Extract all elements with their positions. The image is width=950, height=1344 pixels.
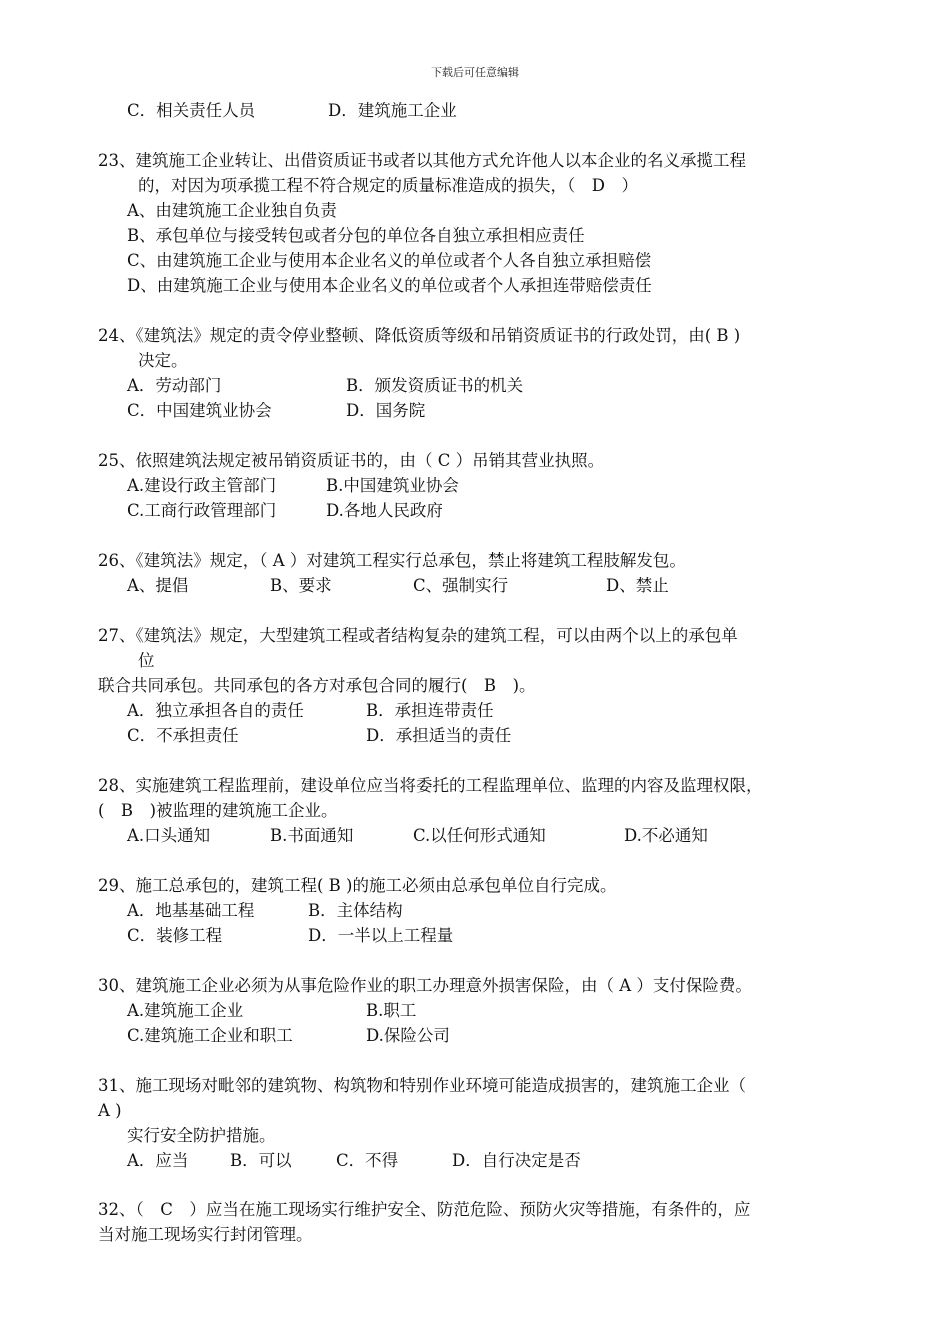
option-b: B、要求 [270,576,332,595]
option-a: A.建设行政主管部门 [127,476,277,495]
question-24-cont: 决定。 [138,351,188,370]
option-d: D．一半以上工程量 [308,926,454,945]
question-29: 29、施工总承包的，建筑工程( B )的施工必须由总承包单位自行完成。 [98,876,617,895]
question-32: 32、（ C ）应当在施工现场实行维护安全、防范危险、预防火灾等措施，有条件的，应 [98,1200,751,1219]
option-b: B．承担连带责任 [366,701,494,720]
question-31-cont2: 实行安全防护措施。 [127,1126,276,1145]
option-c: C.以任何形式通知 [413,826,546,845]
option-c: C.工商行政管理部门 [127,501,277,520]
question-28: 28、实施建筑工程监理前，建设单位应当将委托的工程监理单位、监理的内容及监理权限， [98,776,763,795]
option-b: B．颁发资质证书的机关 [346,376,524,395]
option-a: A.口头通知 [127,826,211,845]
option-a: A．应当 [127,1151,189,1170]
option-b: B．主体结构 [308,901,403,920]
option-c: C.建筑施工企业和职工 [127,1026,293,1045]
option-a: A.建筑施工企业 [127,1001,244,1020]
option-d: D.保险公司 [366,1026,450,1045]
option-b: B.中国建筑业协会 [326,476,459,495]
option-d: D.各地人民政府 [326,501,443,520]
option-d: D．建筑施工企业 [328,101,457,120]
option-b: B.职工 [366,1001,417,1020]
option-a: A、由建筑施工企业独自负责 [127,201,337,220]
option-a: A、提倡 [127,576,189,595]
option-c: C．相关责任人员 [127,101,256,120]
option-c: C．中国建筑业协会 [127,401,272,420]
question-28-cont: ( B )被监理的建筑施工企业。 [98,801,338,820]
option-d: D、由建筑施工企业与使用本企业名义的单位或者个人承担连带赔偿责任 [127,276,652,295]
option-b: B．可以 [230,1151,292,1170]
option-a: A．地基基础工程 [127,901,255,920]
question-27: 27、《建筑法》规定，大型建筑工程或者结构复杂的建筑工程，可以由两个以上的承包单 [98,626,738,645]
question-26: 26、《建筑法》规定，（ A ）对建筑工程实行总承包，禁止将建筑工程肢解发包。 [98,551,686,570]
question-32-cont: 当对施工现场实行封闭管理。 [98,1225,313,1244]
option-d: D.不必通知 [624,826,708,845]
question-31: 31、施工现场对毗邻的建筑物、构筑物和特别作业环境可能造成损害的，建筑施工企业（ [98,1076,746,1095]
page-header: 下载后可任意编辑 [431,66,519,79]
option-d: D．国务院 [346,401,426,420]
question-27-cont: 位 [138,651,155,670]
option-c: C、强制实行 [413,576,509,595]
option-c: C．不得 [336,1151,399,1170]
option-d: D．自行决定是否 [452,1151,581,1170]
option-d: D、禁止 [606,576,669,595]
question-30: 30、建筑施工企业必须为从事危险作业的职工办理意外损害保险，由（ A ）支付保险费。 [98,976,752,995]
question-23: 23、建筑施工企业转让、出借资质证书或者以其他方式允许他人以本企业的名义承揽工程 [98,151,746,170]
question-25: 25、依照建筑法规定被吊销资质证书的，由（ C ）吊销其营业执照。 [98,451,605,470]
question-23-cont: 的，对因为项承揽工程不符合规定的质量标准造成的损失，（ D ） [138,176,638,195]
option-b: B.书面通知 [270,826,354,845]
option-c: C、由建筑施工企业与使用本企业名义的单位或者个人各自独立承担赔偿 [127,251,652,270]
option-c: C．不承担责任 [127,726,239,745]
option-b: B、承包单位与接受转包或者分包的单位各自独立承担相应责任 [127,226,585,245]
option-d: D．承担适当的责任 [366,726,512,745]
question-27-cont2: 联合共同承包。共同承包的各方对承包合同的履行( B )。 [98,676,536,695]
option-a: A．独立承担各自的责任 [127,701,304,720]
question-31-cont: A ) [98,1101,122,1120]
question-24: 24、《建筑法》规定的责令停业整顿、降低资质等级和吊销资质证书的行政处罚，由( B ) [98,326,741,345]
option-a: A．劳动部门 [127,376,222,395]
option-c: C．装修工程 [127,926,223,945]
